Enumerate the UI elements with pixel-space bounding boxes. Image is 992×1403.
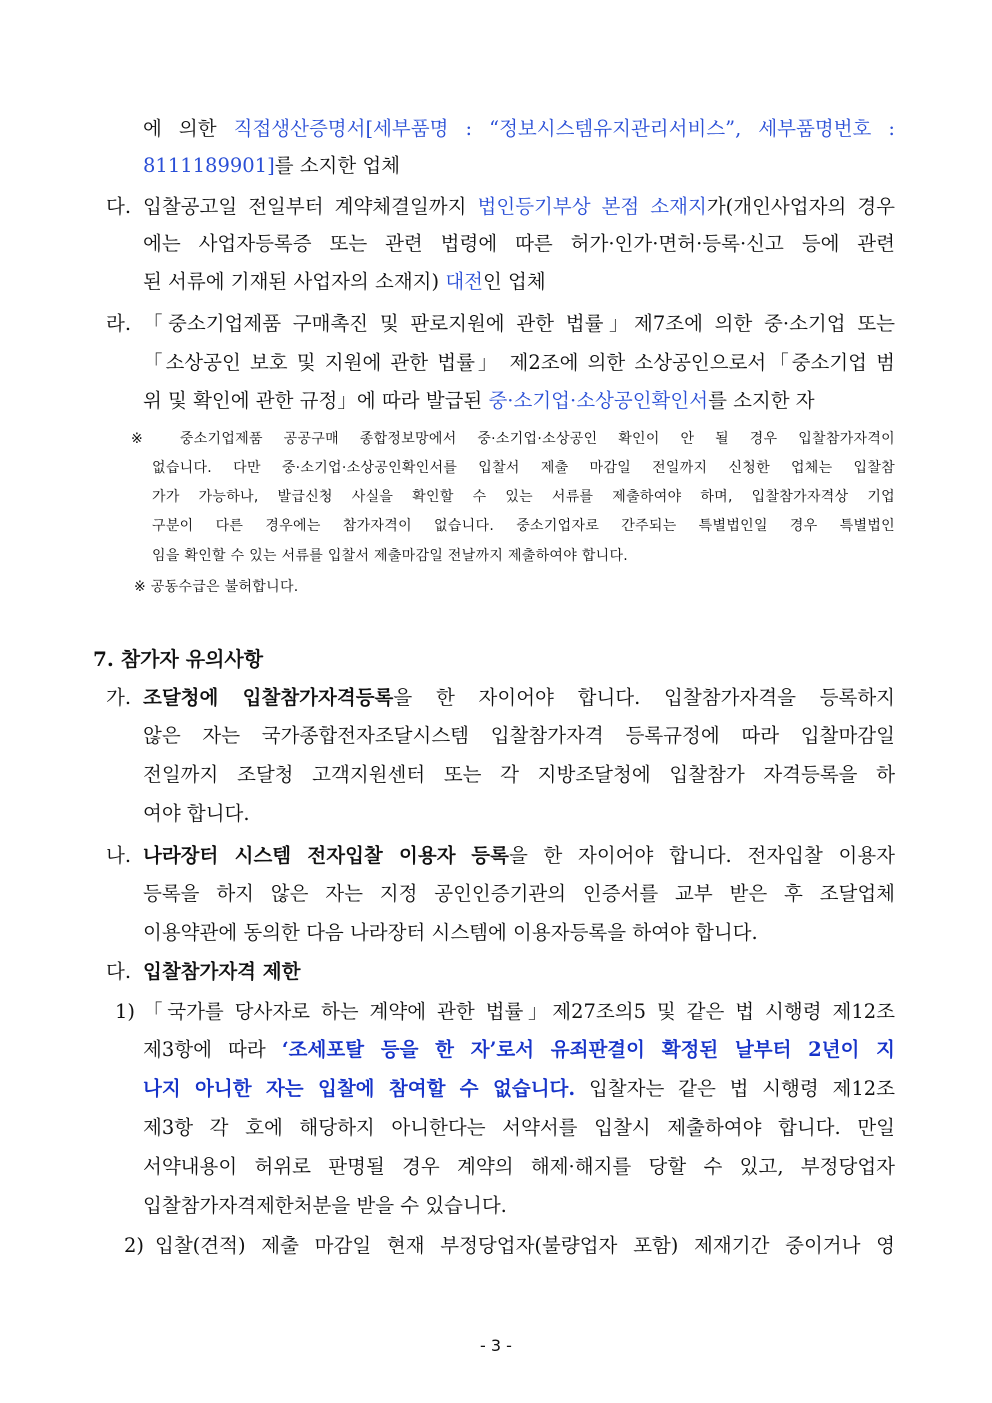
s7-item1-line-6: 입찰참가자격제한처분을 받을 수 있습니다. — [143, 1194, 507, 1217]
s7-item2-line-1: 입찰(견적) 제출 마감일 현재 부정당업자(불량업자 포함) 제재기간 중이거나 영 — [155, 1234, 895, 1257]
s7-ga-line-1: 조달청에 입찰참가자격등록을 한 자이어야 합니다. 입찰참가자격을 등록하지 — [143, 686, 895, 709]
s6-ra-line-2: 「소상공인 보호 및 지원에 관한 법률」 제2조에 의한 소상공인으로서「중소기업 범 — [143, 351, 895, 374]
s6-line-2: 8111189901]를 소지한 업체 — [143, 154, 401, 177]
page-number: - 3 - — [480, 1336, 512, 1355]
s7-item1-label: 1) — [115, 1000, 136, 1023]
s6-da-line-2: 에는 사업자등록증 또는 관련 법령에 따른 허가·인가·면허·등록·신고 등에 관련 — [143, 232, 895, 255]
note1-line-3: 가가 가능하나, 발급신청 사실을 확인할 수 있는 서류를 제출하여야 하며, 입찰참가자격상 기업 — [152, 489, 895, 505]
s6-ra-line-3: 위 및 확인에 관한 규정」에 따라 발급된 중·소기업·소상공인확인서를 소지한 자 — [143, 389, 815, 412]
s6-line-1: 에 의한 직접생산증명서[세부품명 : “정보시스템유지관리서비스”, 세부품명번호 : — [143, 117, 895, 140]
note1-line-4: 구분이 다른 경우에는 참가자격이 없습니다. 중소기업자로 간주되는 특별법인일 경우 특별법인 — [152, 518, 895, 534]
s6-da-line-3: 된 서류에 기재된 사업자의 소재지) 대전인 업체 — [143, 270, 546, 293]
section7-heading: 7. 참가자 유의사항 — [93, 647, 264, 671]
s6-ra-line-1: 「중소기업제품 구매촉진 및 판로지원에 관한 법률」제7조에 의한 중·소기업 또는 — [143, 312, 895, 335]
s7-na-line-1: 나라장터 시스템 전자입찰 이용자 등록을 한 자이어야 합니다. 전자입찰 이용자 — [143, 844, 895, 867]
s7-da-title: 입찰참가자격 제한 — [143, 960, 301, 983]
s7-item1-line-4: 제3항 각 호에 해당하지 아니한다는 서약서를 입찰시 제출하여야 합니다. 만일 — [143, 1116, 895, 1139]
s7-ga-line-2: 않은 자는 국가종합전자조달시스템 입찰참가자격 등록규정에 따라 입찰마감일 — [143, 724, 895, 747]
s7-ga-label: 가. — [106, 686, 132, 709]
note1-line-2: 없습니다. 다만 중·소기업·소상공인확인서를 입찰서 제출 마감일 전일까지 신청한 업체는 입찰참 — [152, 460, 895, 476]
s7-item1-line-1: 「국가를 당사자로 하는 계약에 관한 법률」제27조의5 및 같은 법 시행령 제12조 — [143, 1000, 895, 1023]
s7-na-line-3: 이용약관에 동의한 다음 나라장터 시스템에 이용자등록을 하여야 합니다. — [143, 921, 758, 944]
certificate-link-text: 직접생산증명서[세부품명 : “정보시스템유지관리서비스”, 세부품명번호 : — [233, 117, 895, 140]
s7-item2-label: 2) — [124, 1234, 145, 1257]
s6-da-line-1: 입찰공고일 전일부터 계약체결일까지 법인등기부상 본점 소재지가(개인사업자의 경우 — [143, 195, 895, 218]
s6-ra-label: 라. — [106, 312, 132, 335]
note1-line-5: 임을 확인할 수 있는 서류를 입찰서 제출마감일 전날까지 제출하여야 합니다. — [152, 548, 629, 564]
s7-ga-line-4: 여야 합니다. — [143, 802, 250, 825]
s7-ga-line-3: 전일까지 조달청 고객지원센터 또는 각 지방조달청에 입찰참가 자격등록을 하 — [143, 763, 895, 786]
note1-line-1: ※ 중소기업제품 공공구매 종합정보망에서 중·소기업·소상공인 확인이 안 될 경우 입찰참가자격이 — [131, 431, 895, 447]
s7-na-label: 나. — [106, 844, 132, 867]
s7-item1-line-5: 서약내용이 허위로 판명될 경우 계약의 해제·해지를 당할 수 있고, 부정당업자 — [143, 1155, 895, 1178]
s6-da-label: 다. — [106, 195, 132, 218]
s7-item1-line-3: 나지 아니한 자는 입찰에 참여할 수 없습니다. 입찰자는 같은 법 시행령 제12조 — [143, 1077, 895, 1100]
note2: ※ 공동수급은 불허합니다. — [134, 579, 299, 595]
s7-item1-line-2: 제3항에 따라 ‘조세포탈 등을 한 자’로서 유죄판결이 확정된 날부터 2년이 지 — [143, 1038, 895, 1061]
s7-da-label: 다. — [106, 960, 132, 983]
s7-na-line-2: 등록을 하지 않은 자는 지정 공인인증기관의 인증서를 교부 받은 후 조달업체 — [143, 882, 895, 905]
